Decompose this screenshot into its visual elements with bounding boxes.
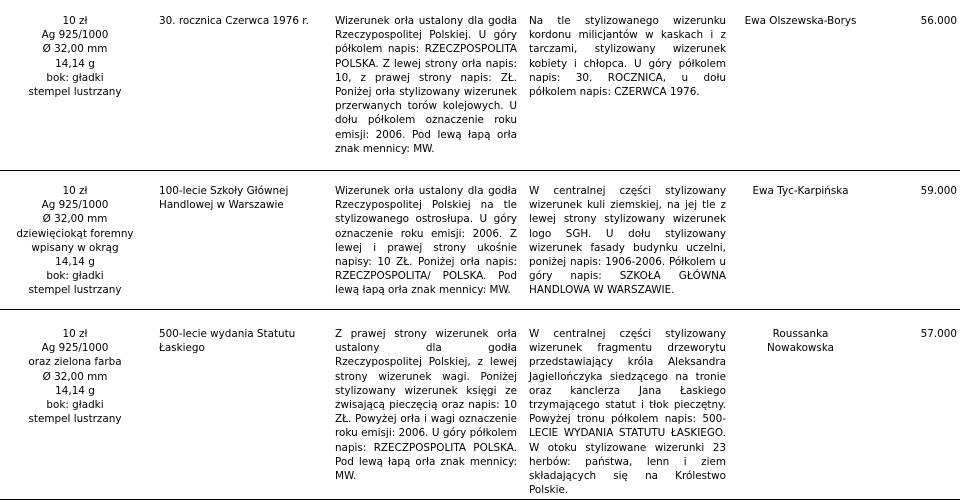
spec-line: 10 zł <box>62 328 88 340</box>
spec-line: bok: gładki <box>46 270 104 283</box>
spec-line: 14,14 g <box>55 256 95 269</box>
spec-line: Ø 32,00 mm <box>42 213 108 226</box>
row-divider-1 <box>0 170 960 171</box>
coin-specs <box>2 14 148 99</box>
spec-line: 10 zł <box>62 185 88 197</box>
spec-line: 14,14 g <box>55 384 95 397</box>
spec-line: Ø 32,00 mm <box>42 370 108 383</box>
coin-occasion: 100-lecie Szkoły Głównej Handlowej w Warszawie <box>159 185 289 212</box>
coin-specs <box>2 327 148 426</box>
spec-line: 10 zł <box>62 15 88 27</box>
coin-occasion: 30. rocznica Czerwca 1976 r. <box>159 15 309 27</box>
spec-line: 14,14 g <box>55 57 95 70</box>
obverse-description: Wizerunek orła ustalony dla godła Rzeczypospolitej Polskiej. U góry półkolem napis: RZECZPOSPOLITA POLSKA. Z lewej strony orła napis: 10, z prawej strony napis: ZŁ. Poniżej orła stylizowany wizerunek przerwanych torów kolejowych. U dołu półkolem oznaczenie roku emisji: 2006. Pod lewą łapą orła znak mennicy: MW. <box>335 15 517 155</box>
mintage-value: 56.000 <box>920 15 957 27</box>
designer-name: Roussanka Nowakowska <box>766 328 835 355</box>
spec-line: bok: gładki <box>46 71 104 84</box>
reverse-description: W centralnej części stylizowany wizerunek kuli ziemskiej, na jej tle z lewej strony stylizowany wizerunek logo SGH. U dołu stylizowany wizerunek fasady budynku uczelni, poniżej napis: 1906-2006. Półkolem u góry napis: SZKOŁA GŁÓWNA HANDLOWA W WARSZAWIE. <box>529 185 726 297</box>
spec-line: stempel lustrzany <box>28 86 122 99</box>
spec-line: Ag 925/1000 <box>41 29 109 42</box>
reverse-description: W centralnej części stylizowany wizerunek fragmentu drzeworytu przedstawiający króla Aleksandra Jagiellończyka siedzącego na tronie oraz kanclerza Jana Łaskiego trzymającego statut i tłok pieczętny. Powyżej tronu półkolem napis: 500-LECIE WYDANIA STATUTU ŁASKIEGO. W otoku stylizowane wizerunki 23 herbów: państwa, lenn i ziem składających się na Królestwo Polskie. <box>529 328 726 497</box>
spec-line: Ag 925/1000 <box>41 342 109 355</box>
coin-specs <box>2 184 148 298</box>
spec-line: wpisany w okrąg <box>31 241 119 254</box>
spec-line: stempel lustrzany <box>28 284 122 297</box>
spec-line: Ag 925/1000 <box>41 199 109 212</box>
spec-line: Ø 32,00 mm <box>42 43 108 56</box>
coin-occasion: 500-lecie wydania Statutu Łaskiego <box>159 328 296 355</box>
obverse-description: Wizerunek orła ustalony dla godła Rzeczypospolitej Polskiej na tle stylizowanego ostrosłupa. U góry oznaczenie roku emisji: 2006. Z lewej i prawej strony ukośnie napisy: 10 ZŁ. Poniżej orła napis: RZECZPOSPOLITA/ POLSKA. Pod lewą łapą orła znak mennicy: MW. <box>335 185 517 297</box>
spec-line: dziewięciokąt foremny <box>16 227 134 240</box>
row-divider-2 <box>0 309 960 310</box>
designer-name: Ewa Tyc-Karpińska <box>752 185 849 197</box>
designer-name: Ewa Olszewska-Borys <box>744 15 857 27</box>
reverse-description: Na tle stylizowanego wizerunku kordonu milicjantów w kaskach i z tarczami, stylizowany wizerunek kobiety i chłopca. U góry półkolem napis: 30. ROCZNICA, u dołu półkolem napis: CZERWCA 1976. <box>529 15 726 99</box>
spec-line: stempel lustrzany <box>28 413 122 426</box>
mintage-value: 57.000 <box>920 328 957 340</box>
obverse-description: Z prawej strony wizerunek orła ustalony dla godła Rzeczypospolitej Polskiej, z lewej strony wizerunek wagi. Poniżej stylizowany wizerunek księgi ze zwisającą pieczęcią oraz napis: 10 ZŁ. Powyżej orła i wagi oznaczenie roku emisji: 2006. U góry półkolem napis: RZECZPOSPOLITA POLSKA. Pod lewą łapą orła znak mennicy: MW. <box>335 328 517 483</box>
spec-line: oraz zielona farba <box>28 356 122 369</box>
spec-line: bok: gładki <box>46 399 104 412</box>
mintage-value: 59.000 <box>920 185 957 197</box>
